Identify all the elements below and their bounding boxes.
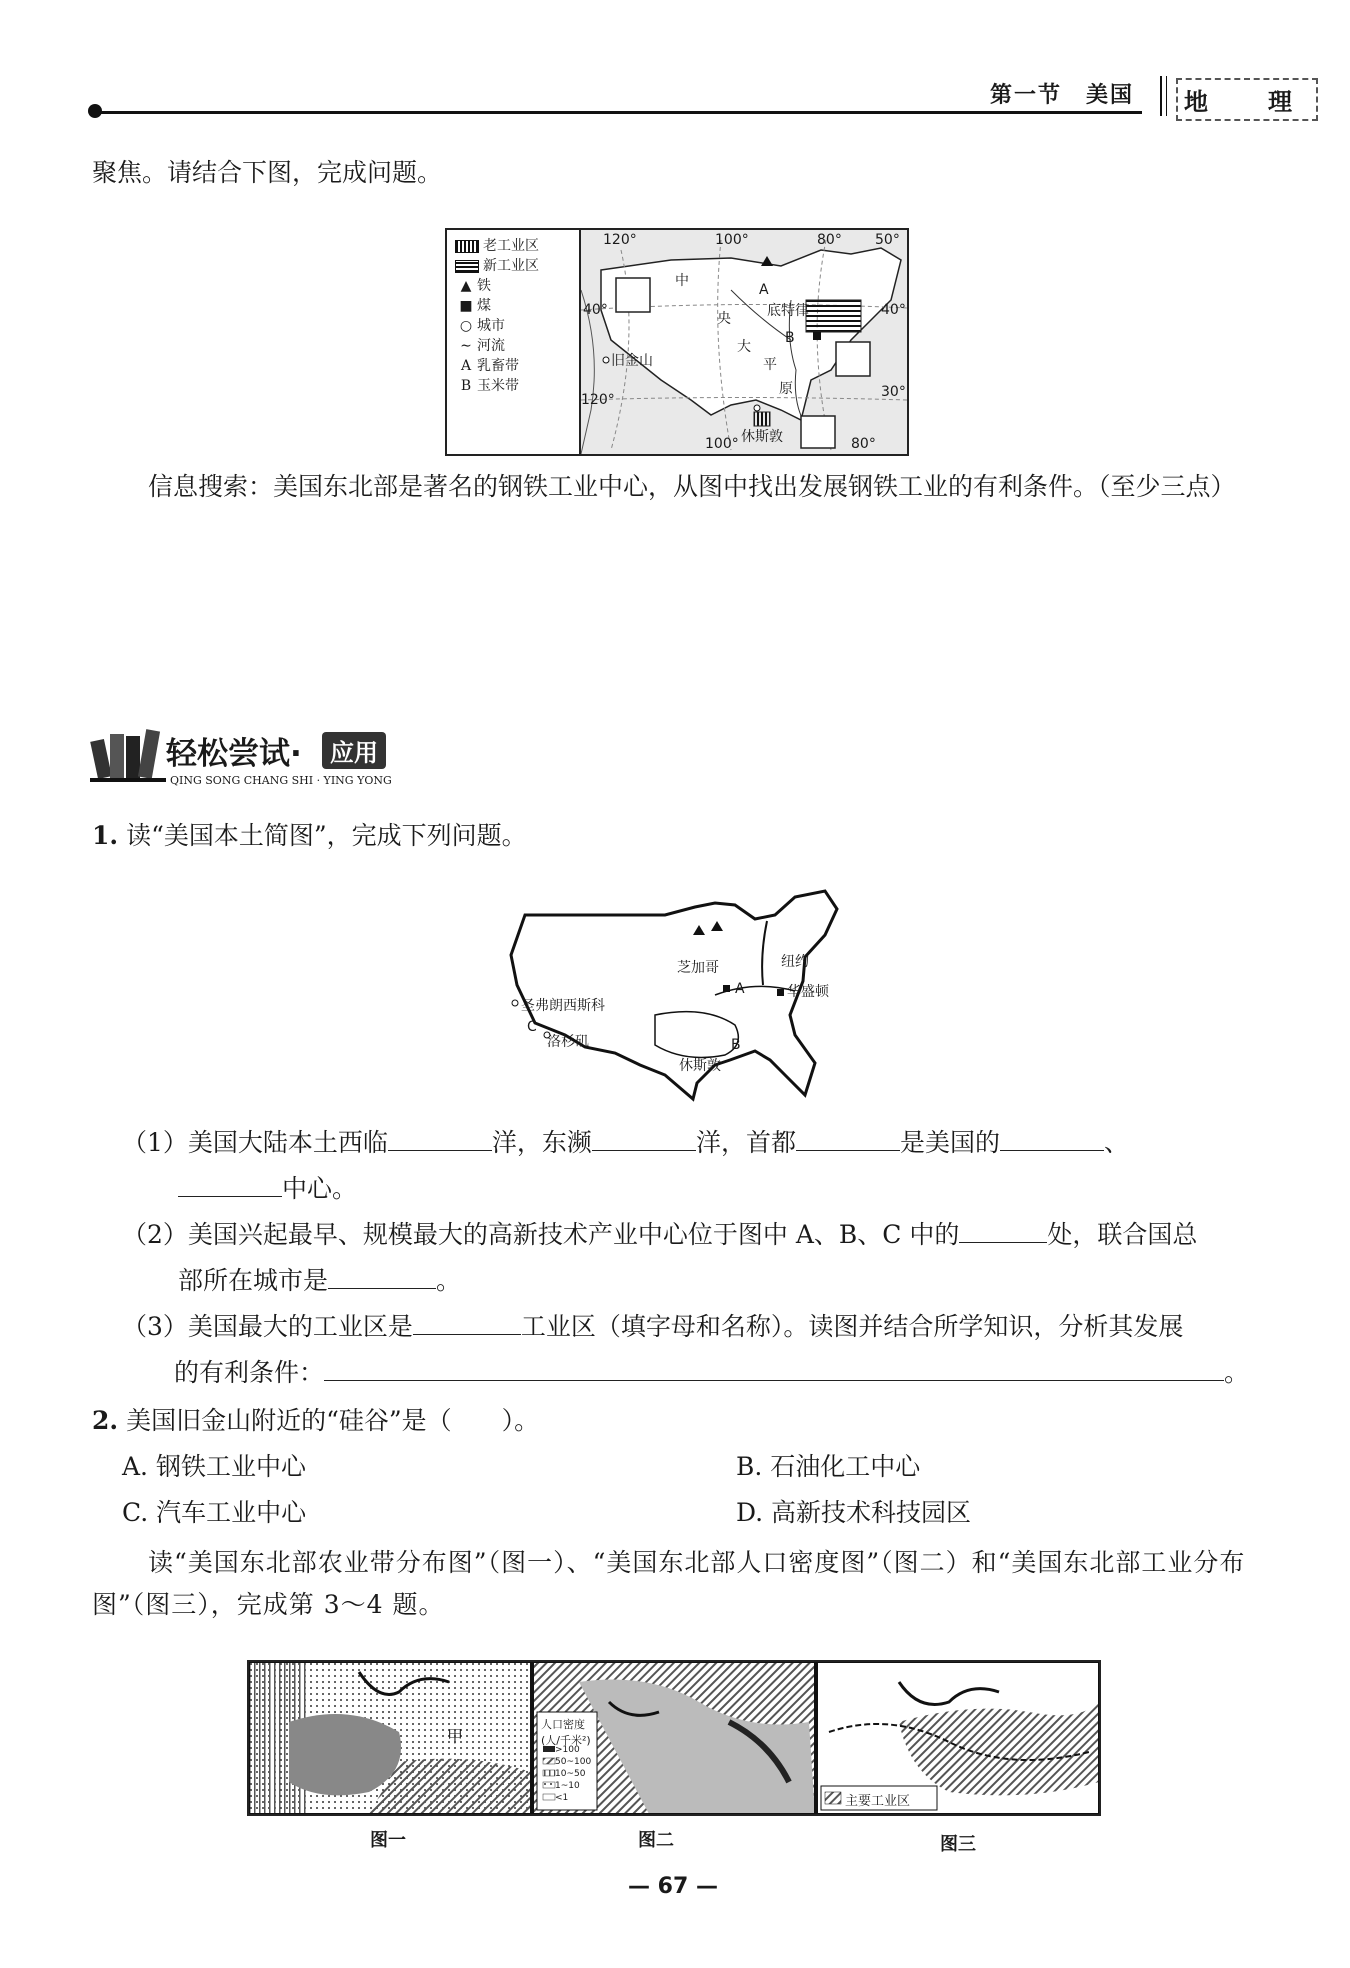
q2-option-b[interactable]: B. 石油化工中心: [736, 1452, 921, 1481]
map-label-losangeles: 洛杉矶: [547, 1034, 589, 1050]
legend-iron: ▲ 铁: [460, 278, 491, 294]
legend-coal: ■ 煤: [459, 298, 491, 314]
section-banner: [90, 722, 420, 792]
us-mainland-map: [505, 885, 845, 1107]
lon-label: 80°: [851, 436, 876, 452]
books-icon: [90, 726, 166, 782]
blank[interactable]: [324, 1354, 1224, 1381]
map-label-chicago: 芝加哥: [677, 960, 719, 976]
fig2-legend-unit: (人/千米²): [541, 1734, 591, 1747]
place-label-b: B: [785, 330, 795, 346]
focus-text: 聚焦。请结合下图，完成问题。: [92, 158, 443, 187]
fig2-legend-item: 1~10: [555, 1781, 580, 1791]
lon-label: 80°: [817, 232, 842, 248]
figure-strip: [247, 1660, 1101, 1816]
place-label-detroit: 底特律: [767, 303, 809, 319]
lon-label: 120°: [581, 392, 615, 408]
q2-option-d[interactable]: D. 高新技术科技园区: [736, 1498, 972, 1527]
place-label: 央: [717, 311, 731, 327]
q1-sub1-cont: 中心。: [178, 1168, 357, 1210]
fig2-legend-title: 人口密度: [541, 1718, 585, 1731]
header-section-title: 第一节 美国: [990, 82, 1135, 108]
place-label: 中: [675, 273, 689, 289]
page-number: — 67 —: [628, 1874, 718, 1899]
header-separator: [1160, 76, 1167, 116]
lon-label: 100°: [705, 436, 739, 452]
banner-pinyin: QING SONG CHANG SHI · YING YONG: [170, 774, 392, 787]
q2-option-a[interactable]: A. 钢铁工业中心: [122, 1452, 306, 1481]
legend-old-industry: 老工业区: [455, 236, 579, 256]
lon-label: 120°: [603, 232, 637, 248]
q34-intro: 读“美国东北部农业带分布图”（图一）、“美国东北部人口密度图”（图二）和“美国东北部工业分布图”（图三），完成第 3～4 题。: [92, 1548, 1246, 1619]
q1-sub3-cont: 的有利条件： 。: [174, 1352, 1249, 1394]
lon-label: 50°: [875, 232, 900, 248]
fig2-legend-item: <1: [555, 1793, 569, 1803]
fig2-legend-items: [555, 1744, 591, 1804]
fig2-legend-item: 10~50: [555, 1769, 586, 1779]
banner-badge: 应用: [322, 732, 386, 769]
blank[interactable]: [1000, 1124, 1104, 1151]
legend-corn: B 玉米带: [460, 378, 519, 394]
q1-sub3: （3）美国最大的工业区是 工业区（填字母和名称）。读图并结合所学知识，分析其发展: [122, 1306, 1272, 1348]
place-label: 原: [779, 381, 793, 397]
fig3-legend: 主要工业区: [845, 1794, 911, 1809]
q2-option-c[interactable]: C. 汽车工业中心: [122, 1498, 307, 1527]
legend-river: ∼ 河流: [460, 338, 505, 354]
header-subject: 地 理: [1176, 78, 1318, 121]
blank[interactable]: [959, 1216, 1047, 1243]
place-label-a: A: [759, 282, 769, 298]
fig1-label: 甲: [447, 1727, 464, 1746]
map-label-houston: 休斯敦: [679, 1058, 721, 1074]
blank[interactable]: [592, 1124, 696, 1151]
legend-new-industry: 新工业区: [455, 256, 579, 276]
fig1-caption: 图一: [370, 1830, 406, 1851]
legend-city: ○ 城市: [459, 318, 505, 334]
fig2-legend-item: >100: [555, 1745, 580, 1755]
blank[interactable]: [178, 1170, 282, 1197]
map-label-washington: 华盛顿: [787, 984, 829, 1000]
q2-stem: 2. 美国旧金山附近的“硅谷”是（ ）。: [92, 1406, 540, 1435]
q1-sub1: （1）美国大陆本土西临 洋，东濒 洋，首都 是美国的 、: [122, 1122, 1262, 1164]
map-legend: [455, 236, 579, 396]
place-label-houston: 休斯敦: [741, 429, 783, 445]
place-label: 平: [763, 357, 777, 373]
fig3-caption: 图三: [940, 1834, 976, 1855]
place-label: 大: [737, 339, 751, 355]
q1-sub2: （2）美国兴起最早、规模最大的高新技术产业中心位于图中 A、B、C 中的 处，联合国总: [122, 1214, 1272, 1256]
map-label-newyork: 纽约: [781, 954, 809, 970]
map-label-sanfrancisco: 圣弗朗西斯科: [521, 998, 605, 1014]
figure-strip-drawing: [249, 1662, 1099, 1814]
blank[interactable]: [796, 1124, 900, 1151]
q1-sub2-cont: 部所在城市是 。: [178, 1260, 461, 1302]
q1-stem: 1. 读“美国本土简图”，完成下列问题。: [92, 821, 527, 850]
lat-label: 30°: [881, 384, 906, 400]
info-search-text: 信息搜索：美国东北部是著名的钢铁工业中心，从图中找出发展钢铁工业的有利条件。（至少三点）: [148, 472, 1236, 501]
lat-label: 40°: [881, 302, 906, 318]
blank[interactable]: [328, 1262, 436, 1289]
header-rule: [92, 111, 1142, 114]
map-label-c: C: [527, 1019, 537, 1035]
map-label-a: A: [735, 981, 745, 997]
blank[interactable]: [388, 1124, 492, 1151]
map-label-b: B: [731, 1037, 741, 1053]
us-industry-map: [445, 228, 909, 456]
legend-dairy: A 乳畜带: [460, 358, 519, 374]
fig2-legend-item: 50~100: [555, 1757, 592, 1767]
banner-title: 轻松尝试·: [166, 736, 302, 772]
lon-label: 100°: [715, 232, 749, 248]
lat-label: 40°: [583, 302, 608, 318]
place-label-sf: 旧金山: [611, 353, 653, 369]
fig2-caption: 图二: [638, 1830, 674, 1851]
blank[interactable]: [413, 1308, 521, 1335]
